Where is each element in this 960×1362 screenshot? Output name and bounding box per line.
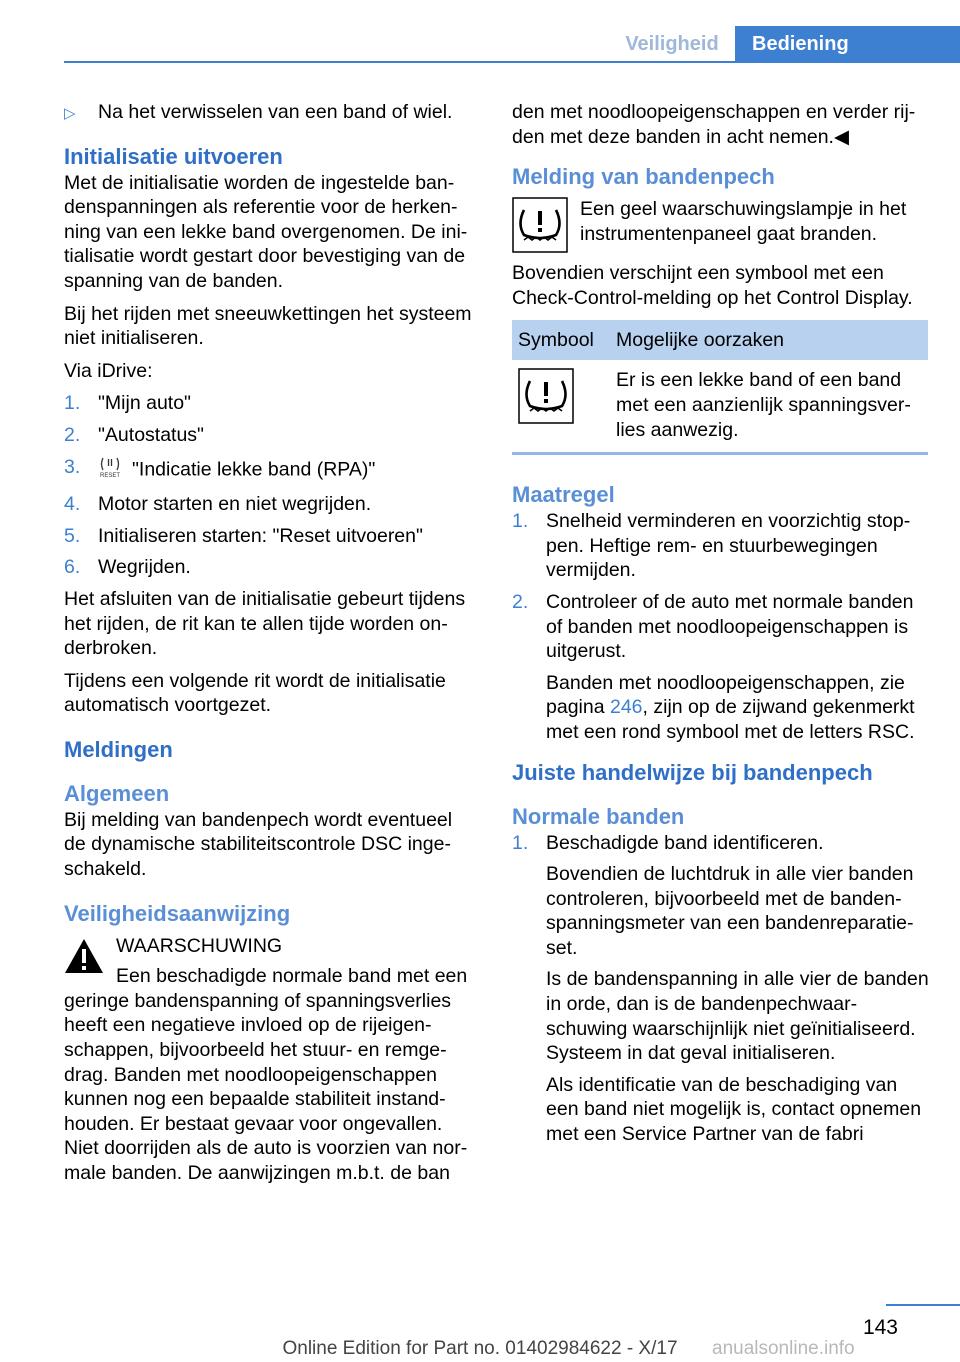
- page-header: [0, 0, 960, 62]
- warning-block: [64, 934, 478, 1186]
- list-item: 5. Initialiseren starten: "Reset uitvoeren": [64, 524, 423, 547]
- table-row: [512, 360, 928, 452]
- paragraph: den met noodloopeigenschappen en verder rijden met deze banden in acht nemen.◀: [512, 101, 916, 148]
- list-item: 2. "Autostatus": [64, 423, 204, 446]
- tire-pressure-warning-icon: [518, 368, 574, 424]
- list-item: 2. Controleer of de auto met normale banden of banden met noodloopeigenschappen is uitgerust. Banden met noodloopeigenschappen, zie pagina 246, zijn op de zijwand gekenmerkt met een rond symbool met de letters RSC.: [512, 590, 930, 745]
- tab-bediening[interactable]: Bediening: [735, 26, 960, 62]
- paragraph: Via iDrive:: [64, 359, 153, 382]
- cause-cell: Er is een lekke band of een band met een aanzienlijk spanningsverlies aanwezig.: [616, 369, 911, 441]
- normale-banden-list: [512, 831, 930, 1147]
- heading-veiligheidsaanwijzing: Veiligheidsaanwijzing: [64, 900, 291, 926]
- list-item: 3. RESET "Indicatie lekke band (RPA)": [64, 455, 478, 486]
- idrive-steps: [64, 391, 478, 580]
- paragraph: Het afsluiten van de initialisatie gebeurt tijdens het rijden, de rit kan te allen tijde worden onderbroken.: [64, 587, 466, 660]
- th-oorzaken: Mogelijke oorzaken: [610, 320, 928, 360]
- heading-algemeen: Algemeen: [64, 780, 170, 806]
- paragraph: Bij melding van bandenpech wordt eventueel de dynamische stabiliteitscontrole DSC ingeschakeld.: [64, 808, 453, 881]
- table-header: [512, 320, 928, 360]
- list-item: 4. Motor starten en niet wegrijden.: [64, 493, 372, 516]
- heading-normale-banden: Normale banden: [512, 803, 685, 829]
- paragraph: Met de initialisatie worden de ingestelde bandenspanningen als referentie voor de herkenning van een lekke band overgenomen. De initialisatie wordt gestart door bevestiging van de spanning van de banden.: [64, 171, 468, 292]
- heading-meldingen: Meldingen: [64, 736, 173, 762]
- warning-title: WAARSCHUWING: [116, 934, 283, 957]
- triangle-bullet-icon: ▷: [64, 105, 76, 122]
- bullet-item: ▷ Na het verwisselen van een band of wiel.: [64, 100, 478, 127]
- tire-pressure-warning-icon: [512, 197, 568, 253]
- table-bottom-rule: [512, 452, 928, 455]
- paragraph: Bij het rijden met sneeuwkettingen het systeem niet initialiseren.: [64, 302, 472, 350]
- heading-initialisatie: Initialisatie uitvoeren: [64, 143, 283, 169]
- heading-maatregel: Maatregel: [512, 482, 615, 508]
- warning-triangle-icon: [64, 938, 104, 978]
- tire-reset-icon: [98, 455, 122, 486]
- sub-paragraph: Is de bandenspanning in alle vier de banden in orde, dan is de bandenpechwaarschuwing waarschijnlijk niet geïnitialiseerd. Systeem in dat geval initialiseren.: [546, 968, 929, 1065]
- list-item: 1. Beschadigde band identificeren. Bovendien de luchtdruk in alle vier banden controleren, bijvoorbeeld met de bandenspanningsmeter van een bandenreparatieset. Is de bandenspanning in alle vier de banden in orde, dan is de bandenpechwaarschuwing waarschijnlijk niet geïnitialiseerd. Systeem in dat geval initialiseren. Als identificatie van de beschadiging van een band niet mogelijk is, contact opnemen met een Service Partner van de fabri: [512, 831, 929, 1146]
- sub-paragraph: Bovendien de luchtdruk in alle vier banden controleren, bijvoorbeeld met de bandenspanningsmeter van een bandenreparatieset.: [546, 863, 914, 959]
- sub-paragraph: Als identificatie van de beschadiging van een band niet mogelijk is, contact opnemen met een Service Partner van de fabri: [546, 1073, 922, 1146]
- paragraph: Bovendien verschijnt een symbool met een Check-Control-melding op het Control Display.: [512, 262, 913, 309]
- left-column: [64, 100, 478, 1194]
- watermark: anualsonline.info: [712, 1338, 855, 1359]
- maatregel-list: [512, 509, 930, 744]
- heading-melding-bandenpech: Melding van bandenpech: [512, 164, 775, 190]
- edition-note: Online Edition for Part no. 01402984622 - X/17: [282, 1338, 678, 1359]
- tab-veiligheid[interactable]: Veiligheid: [625, 33, 719, 55]
- sub-paragraph: Banden met noodloopeigenschappen, zie pagina 246, zijn op de zijwand gekenmerkt met een rond symbool met de letters RSC.: [546, 671, 915, 743]
- list-item: 6. Wegrijden.: [64, 556, 191, 579]
- paragraph: Tijdens een volgende rit wordt de initialisatie automatisch voortgezet.: [64, 669, 446, 717]
- symbol-cell: [512, 360, 610, 452]
- svg-text:RESET: RESET: [99, 472, 121, 479]
- th-symbool: Symbool: [512, 320, 610, 360]
- page-link[interactable]: 246: [609, 696, 643, 719]
- header-rule: [64, 61, 960, 63]
- lamp-row: [512, 197, 930, 253]
- footer-rule: [886, 1304, 960, 1306]
- symbol-table: [512, 320, 928, 455]
- lamp-text: Een geel waarschuwingslampje in het instrumentenpaneel gaat branden.: [580, 198, 907, 245]
- right-column: [512, 100, 930, 1154]
- warning-text: Een beschadigde normale band met een geringe bandenspanning of spanningsverlies heeft een negatieve invloed op de rijeigenschappen, bijvoorbeeld het stuur- en remgedrag. Banden met noodloopeigenschappen kunnen nog een bepaalde stabiliteit instandhouden. Er bestaat gevaar voor ongevallen. Niet doorrijden als de auto is voorzien van normale banden. De aanwijzingen m.b.t. de ban: [64, 965, 468, 1184]
- page-number: 143: [862, 1316, 898, 1339]
- list-item: 1. Snelheid verminderen en voorzichtig stoppen. Heftige rem- en stuurbewegingen vermijden.: [512, 510, 911, 582]
- list-item: 1. "Mijn auto": [64, 392, 191, 415]
- heading-juiste-handelwijze: Juiste handelwijze bij bandenpech: [512, 759, 873, 785]
